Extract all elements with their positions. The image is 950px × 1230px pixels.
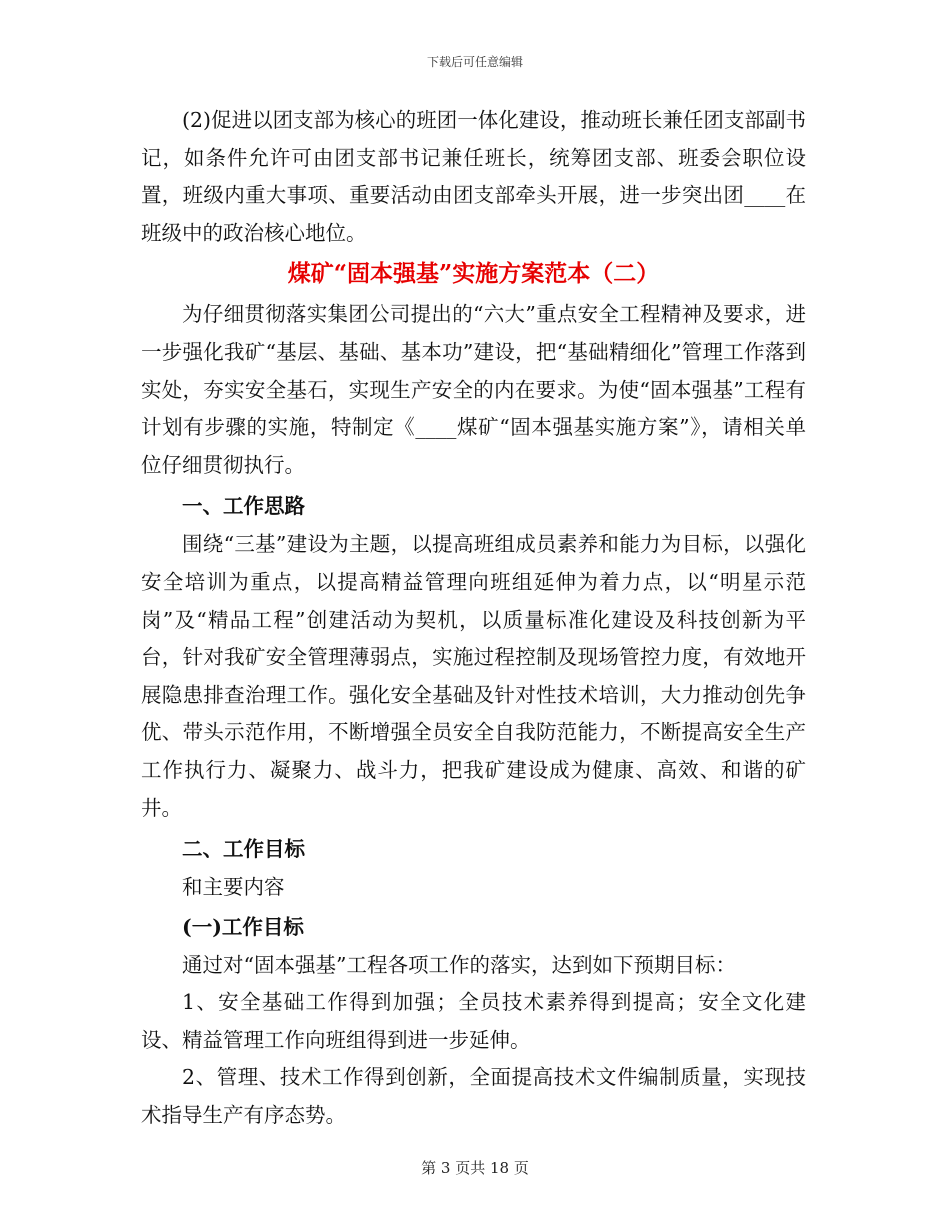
paragraph-expected-goals: 通过对“固本强基”工程各项工作的落实，达到如下预期目标： (182, 952, 736, 977)
page-header: 下载后可任意编辑 (426, 55, 523, 69)
intro-paragraph: (2)促进以团支部为核心的班团一体化建设，推动班长兼任团支部副书记，如条件允许可由团支部书记兼任班长，统筹团支部、班委会职位设置，班级内重大事项、重要活动由团支部牵头开展，进一步突出团____在班级中的政治核心地位。 (141, 108, 806, 245)
paragraph-main-content: 和主要内容 (182, 875, 285, 900)
document-body (141, 102, 806, 1135)
list-item-goal-1: 1、安全基础工作得到加强；全员技术素养得到提高；安全文化建设、精益管理工作向班组得到进一步延伸。 (141, 990, 806, 1052)
paragraph-work-approach: 围绕“三基”建设为主题，以提高班组成员素养和能力为目标，以强化安全培训为重点，以提高精益管理向班组延伸为着力点，以“明星示范岗”及“精品工程”创建活动为契机，以质量标准化建设及科技创新为平台，针对我矿安全管理薄弱点，实施过程控制及现场管控力度，有效地开展隐患排查治理工作。强化安全基础及针对性技术培训，大力推动创先争优、带头示范作用，不断增强全员安全自我防范能力，不断提高安全生产工作执行力、凝聚力、战斗力，把我矿建设成为健康、高效、和谐的矿井。 (141, 532, 806, 820)
page-footer: 第 3 页共 18 页 (421, 1159, 529, 1177)
heading-work-goals: 二、工作目标 (182, 837, 305, 862)
section-title: 煤矿“固本强基”实施方案范本（二） (287, 260, 660, 288)
heading-goals-sub: (一)工作目标 (182, 914, 304, 939)
heading-work-approach: 一、工作思路 (182, 494, 305, 519)
paragraph-purpose: 为仔细贯彻落实集团公司提出的“六大”重点安全工程精神及要求，进一步强化我矿“基层、基础、基本功”建设，把“基础精细化”管理工作落到实处，夯实安全基石，实现生产安全的内在要求。为使“固本强基”工程有计划有步骤的实施，特制定《____煤矿“固本强基实施方案”》，请相关单位仔细贯彻执行。 (141, 302, 806, 477)
list-item-goal-2: 2、管理、技术工作得到创新，全面提高技术文件编制质量，实现技术指导生产有序态势。 (141, 1065, 806, 1128)
